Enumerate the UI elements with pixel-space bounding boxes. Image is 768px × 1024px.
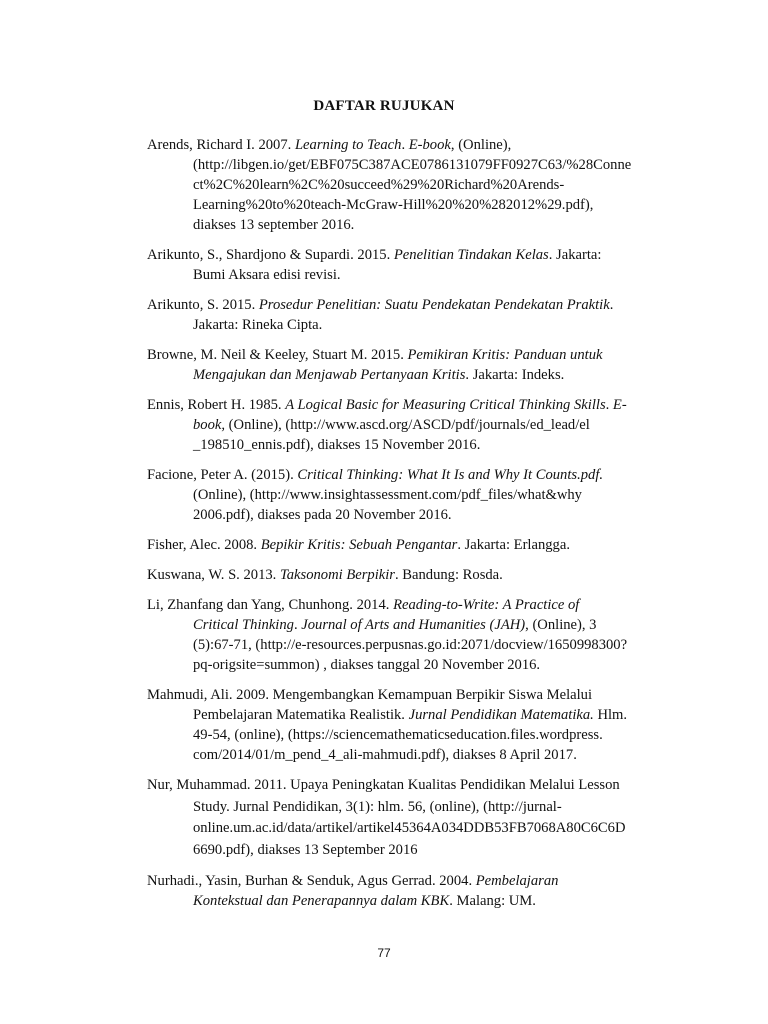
reference-text: . Jakarta: Indeks.: [465, 367, 565, 383]
reference-text: Ennis, Robert H. 1985.: [147, 397, 286, 413]
reference-line: [147, 395, 665, 415]
reference-line: [193, 215, 665, 235]
reference-italic-text: Reading-to-Write: A Practice of: [393, 597, 580, 613]
reference-line: [193, 155, 665, 175]
reference-text: (http://libgen.io/get/EBF075C387ACE0786131079FF0927C63/%28Conne: [193, 157, 632, 173]
reference-text: Nurhadi., Yasin, Burhan & Senduk, Agus Gerrad. 2004.: [147, 873, 476, 889]
reference-italic-text: Critical Thinking: What It Is and Why It Counts.pdf.: [297, 467, 604, 483]
reference-text: Learning%20to%20teach-McGraw-Hill%20%20%282012%29.pdf),: [193, 197, 594, 213]
reference-line: [147, 245, 665, 265]
reference-entry: [147, 345, 665, 385]
reference-line: [147, 295, 665, 315]
reference-entry: [147, 565, 665, 585]
reference-line: [193, 797, 665, 819]
reference-text: (Online), (http://www.ascd.org/ASCD/pdf/journals/ed_lead/el: [225, 417, 590, 433]
reference-text: Nur, Muhammad. 2011. Upaya Peningkatan Kualitas Pendidikan Melalui Lesson: [147, 777, 620, 793]
reference-line: [147, 135, 665, 155]
reference-italic-text: Kontekstual dan Penerapannya dalam KBK: [193, 893, 450, 909]
reference-text: diakses 13 september 2016.: [193, 217, 355, 233]
reference-text: (5):67-71, (http://e-resources.perpusnas.go.id:2071/docview/1650998300?: [193, 637, 628, 653]
reference-line: [193, 175, 665, 195]
reference-text: , (Online),: [450, 137, 512, 153]
reference-text: (Online), (http://www.insightassessment.com/pdf_files/what&why: [193, 487, 582, 503]
reference-entry: [147, 245, 665, 285]
reference-italic-text: E-: [612, 397, 627, 413]
reference-text: , (Online), 3: [525, 617, 597, 633]
reference-text: Hlm.: [593, 707, 628, 723]
reference-line: [147, 345, 665, 365]
reference-italic-text: A Logical Basic for Measuring Critical Thinking Skills: [285, 397, 606, 413]
reference-text: 6690.pdf), diakses 13 September 2016: [193, 841, 418, 858]
reference-text: . Jakarta:: [548, 247, 602, 263]
reference-text: Mahmudi, Ali. 2009. Mengembangkan Kemampuan Berpikir Siswa Melalui: [147, 687, 593, 703]
reference-line: [193, 505, 665, 525]
reference-text: Arikunto, S. 2015.: [147, 297, 259, 313]
reference-text: Fisher, Alec. 2008.: [147, 537, 261, 553]
reference-line: [193, 705, 665, 725]
reference-text: 49-54, (online), (https://sciencemathematicseducation.files.wordpress.: [193, 727, 603, 743]
reference-text: Arikunto, S., Shardjono & Supardi. 2015.: [147, 247, 394, 263]
reference-text: .: [401, 137, 409, 153]
reference-text: Bumi Aksara edisi revisi.: [193, 267, 341, 283]
reference-italic-text: E-book: [408, 137, 451, 153]
reference-entry: [147, 295, 665, 335]
page-number: 77: [377, 946, 391, 960]
page-title: DAFTAR RUJUKAN: [313, 98, 455, 114]
reference-text: . Bandung: Rosda.: [394, 567, 503, 583]
reference-text: pq-origsite=summon) , diakses tanggal 20 November 2016.: [193, 657, 541, 673]
reference-line: [193, 415, 665, 435]
reference-line: [147, 775, 665, 797]
reference-text: Jakarta: Rineka Cipta.: [193, 317, 323, 333]
reference-list: [147, 135, 665, 921]
reference-entry: [147, 595, 665, 675]
reference-text: .: [293, 617, 302, 633]
reference-text: ct%2C%20learn%2C%20succeed%29%20Richard%20Arends-: [193, 177, 565, 193]
reference-line: [193, 435, 665, 455]
reference-text: Kuswana, W. S. 2013.: [147, 567, 280, 583]
reference-line: [193, 615, 665, 635]
reference-line: [193, 891, 665, 911]
reference-italic-text: Prosedur Penelitian: Suatu Pendekatan Pendekatan Praktik: [258, 297, 610, 313]
reference-text: Li, Zhanfang dan Yang, Chunhong. 2014.: [147, 597, 394, 613]
reference-italic-text: Journal of Arts and Humanities (JAH): [301, 617, 526, 633]
reference-italic-text: Penelitian Tindakan Kelas: [393, 247, 549, 263]
reference-line: [193, 655, 665, 675]
reference-text: Facione, Peter A. (2015).: [147, 467, 298, 483]
reference-entry: [147, 535, 665, 555]
reference-line: [147, 535, 665, 555]
reference-text: _198510_ennis.pdf), diakses 15 November 2016.: [193, 437, 481, 453]
reference-line: [193, 725, 665, 745]
reference-entry: [147, 775, 665, 861]
reference-text: . Jakarta: Erlangga.: [457, 537, 570, 553]
reference-line: [147, 595, 665, 615]
reference-line: [193, 635, 665, 655]
reference-entry: [147, 395, 665, 455]
reference-text: . Malang: UM.: [449, 893, 536, 909]
reference-text: online.um.ac.id/data/artikel/artikel45364A034DDB53FB7068A80C6C6D: [193, 820, 626, 836]
reference-line: [193, 265, 665, 285]
reference-italic-text: Mengajukan dan Menjawab Pertanyaan Kritis: [193, 367, 466, 383]
reference-text: 2006.pdf), diakses pada 20 November 2016.: [193, 507, 452, 523]
reference-entry: [147, 685, 665, 765]
reference-entry: [147, 135, 665, 235]
reference-line: [193, 315, 665, 335]
reference-text: .: [609, 297, 614, 313]
reference-line: [193, 365, 665, 385]
reference-italic-text: Jurnal Pendidikan Matematika.: [408, 707, 594, 723]
reference-text: Browne, M. Neil & Keeley, Stuart M. 2015.: [147, 347, 408, 363]
reference-line: [193, 485, 665, 505]
reference-text: com/2014/01/m_pend_4_ali-mahmudi.pdf), diakses 8 April 2017.: [193, 747, 577, 763]
reference-line: [147, 685, 665, 705]
reference-line: [147, 465, 665, 485]
reference-line: [193, 840, 665, 862]
reference-italic-text: Pemikiran Kritis: Panduan untuk: [407, 347, 603, 363]
reference-line: [147, 565, 665, 585]
reference-line: [193, 745, 665, 765]
reference-line: [193, 818, 665, 840]
reference-italic-text: Critical Thinking: [193, 617, 294, 633]
reference-italic-text: Taksonomi Berpikir: [279, 567, 395, 583]
reference-entry: [147, 871, 665, 911]
reference-line: [193, 195, 665, 215]
reference-italic-text: Bepikir Kritis: Sebuah Pengantar: [260, 537, 458, 553]
reference-italic-text: Pembelajaran: [475, 873, 559, 889]
reference-text: .: [605, 397, 613, 413]
reference-italic-text: book,: [193, 417, 226, 433]
reference-line: [147, 871, 665, 891]
reference-text: Arends, Richard I. 2007.: [147, 137, 295, 153]
reference-entry: [147, 465, 665, 525]
reference-italic-text: Learning to Teach: [294, 137, 402, 153]
reference-text: Study. Jurnal Pendidikan, 3(1): hlm. 56, (online), (http://jurnal-: [193, 798, 562, 815]
reference-text: Pembelajaran Matematika Realistik.: [193, 707, 409, 723]
